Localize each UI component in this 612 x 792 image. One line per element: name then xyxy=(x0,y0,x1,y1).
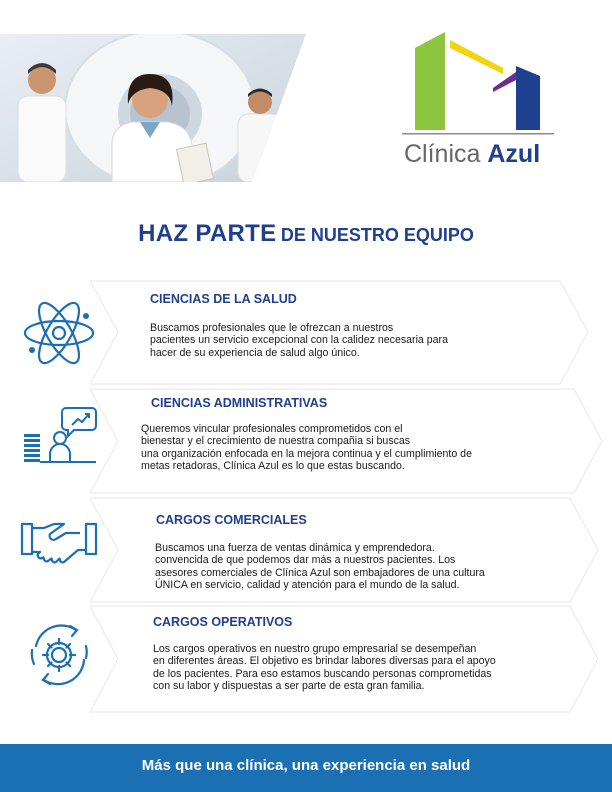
handshake-icon xyxy=(20,520,98,570)
body-line: Los cargos operativos en nuestro grupo empresarial se desempeñan xyxy=(153,643,477,655)
body-line: metas retadoras, Clínica Azul es lo que estas buscando. xyxy=(141,459,405,472)
logo-word-azul: Azul xyxy=(487,140,541,168)
body-line: Buscamos profesionales que le ofrezcan a nuestros xyxy=(150,322,394,334)
section-body xyxy=(155,542,485,591)
section-body xyxy=(153,643,496,692)
section-body xyxy=(141,423,472,472)
headline-part-2: DE NUESTRO EQUIPO xyxy=(280,225,474,245)
body-line: Queremos vincular profesionales comprometidos con el xyxy=(141,423,403,435)
logo-word-clinica: Clínica xyxy=(404,140,481,168)
section-body xyxy=(150,322,448,359)
gear-cycle-icon xyxy=(22,620,96,690)
body-line: hacer de su experiencia de salud algo único. xyxy=(150,346,360,359)
body-line: Buscamos una fuerza de ventas dinámica y emprendedora. xyxy=(155,542,435,554)
body-line: de los pacientes. Para eso estamos buscando personas comprometidas xyxy=(153,667,492,680)
body-line: bienestar y el crecimiento de nuestra compañia si buscas xyxy=(141,435,411,448)
body-line: con su labor y dispuestas a ser parte de esta gran familia. xyxy=(153,679,425,692)
office-worker-icon xyxy=(22,404,98,470)
section-title: CARGOS OPERATIVOS xyxy=(153,615,293,629)
atom-icon xyxy=(20,300,98,366)
body-line: en diferentes áreas. El objetivo es brindar labores diversas para el apoyo xyxy=(153,655,496,668)
body-line: convencida de que podemos dar más a nuestros pacientes. Los xyxy=(155,554,456,567)
footer-tagline: Más que una clínica, una experiencia en salud xyxy=(141,757,471,774)
hero-photo xyxy=(0,34,306,182)
section-title: CIENCIAS ADMINISTRATIVAS xyxy=(151,396,328,410)
section-title: CARGOS COMERCIALES xyxy=(156,513,307,527)
body-line: pacientes un servicio excepcional con la calidez necesaria para xyxy=(150,334,448,347)
section-cargos-comerciales xyxy=(90,497,600,603)
headline-part-1: HAZ PARTE xyxy=(138,220,277,247)
body-line: asesores comerciales de Clínica Azul son embajadores de una cultura xyxy=(155,566,485,579)
body-line: ÚNICA en servicio, calidad y atención para el mundo de la salud. xyxy=(155,578,460,591)
section-title: CIENCIAS DE LA SALUD xyxy=(150,292,297,306)
section-ciencias-administrativas xyxy=(90,388,604,494)
footer-banner xyxy=(0,744,612,792)
section-ciencias-salud xyxy=(90,280,590,385)
section-cargos-operativos xyxy=(90,605,600,713)
page-headline xyxy=(0,220,612,248)
logo-wordmark xyxy=(404,140,540,169)
body-line: una organización enfocada en la mejora continua y el cumplimiento de xyxy=(141,447,472,460)
